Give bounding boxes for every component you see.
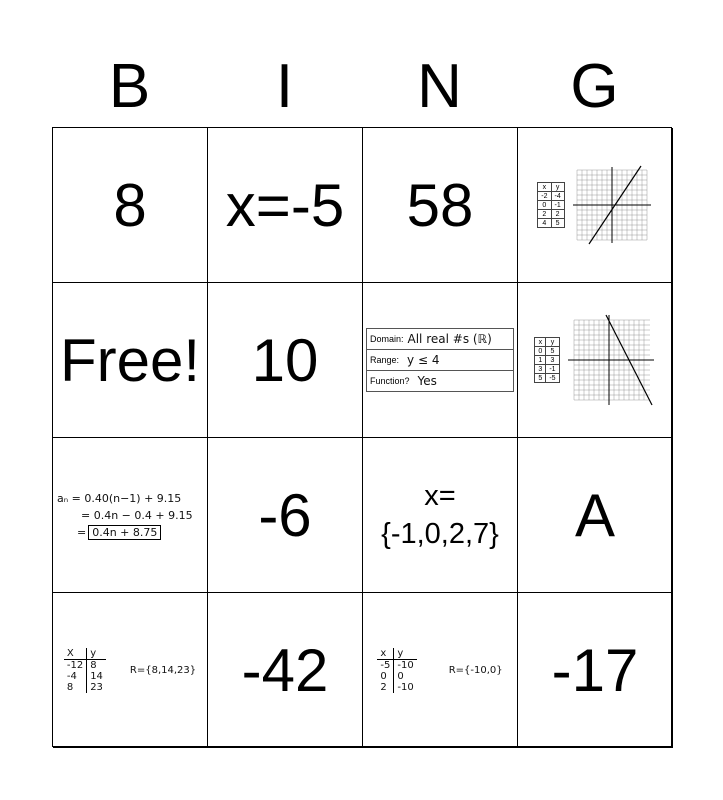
table-cell: 14 xyxy=(90,670,103,682)
header-letter-n: N xyxy=(417,52,462,121)
table-cell: 8 xyxy=(64,682,87,693)
table-cell: -4 xyxy=(64,671,87,682)
sequence-work: aₙ = 0.40(n−1) + 9.15 = 0.4n − 0.4 + 9.15 = 0.4n + 8.75 xyxy=(57,490,203,541)
cell-r0c1[interactable] xyxy=(208,128,363,283)
header-letter-g: G xyxy=(570,52,619,121)
table-cell: -4 xyxy=(551,192,564,201)
domain-value: All real #s (ℝ) xyxy=(407,332,492,346)
cell-r3c1[interactable] xyxy=(208,593,363,748)
bingo-header xyxy=(52,52,672,122)
xy-relation xyxy=(64,648,196,693)
cell-r1c3[interactable] xyxy=(518,283,673,438)
xy-tchart xyxy=(377,648,416,693)
domain-range-box xyxy=(366,328,514,392)
cell-r2c2[interactable] xyxy=(363,438,518,593)
cell-r1c2[interactable] xyxy=(363,283,518,438)
xy-relation xyxy=(377,648,502,693)
header-letter-i: I xyxy=(275,52,294,121)
sequence-line: = 0.4n − 0.4 + 9.15 xyxy=(81,508,193,522)
cell-text: -17 xyxy=(551,636,639,704)
range-value: y ≤ 4 xyxy=(407,353,440,367)
table-cell: 4 xyxy=(538,219,551,228)
table-cell: 0 xyxy=(535,347,546,356)
range-label: Range: xyxy=(370,355,400,365)
graph-panel xyxy=(537,164,652,246)
function-label: Function? xyxy=(370,376,410,386)
header-letter-b: B xyxy=(108,52,151,121)
cell-r3c2[interactable] xyxy=(363,593,518,748)
cell-text: 58 xyxy=(406,171,474,239)
cell-r1c1[interactable] xyxy=(208,283,363,438)
sequence-line: aₙ = 0.40(n−1) + 9.15 xyxy=(57,491,182,505)
table-cell: 0 xyxy=(377,671,393,682)
table-header: x xyxy=(538,183,551,192)
cell-r2c3[interactable] xyxy=(518,438,673,593)
cell-r3c0[interactable] xyxy=(53,593,208,748)
range-row xyxy=(367,350,513,371)
cell-text: x=-5 xyxy=(225,171,345,239)
table-cell: 2 xyxy=(538,210,551,219)
xy-tchart xyxy=(64,648,106,693)
table-cell: 5 xyxy=(546,347,559,356)
table-cell: -1 xyxy=(546,365,559,374)
table-cell: 0 xyxy=(538,201,551,210)
cell-text: Free! xyxy=(59,326,201,394)
cell-r2c0[interactable] xyxy=(53,438,208,593)
table-cell: -5 xyxy=(546,374,559,383)
cell-r0c3[interactable] xyxy=(518,128,673,283)
cell-r0c2[interactable] xyxy=(363,128,518,283)
table-header: y xyxy=(87,648,106,660)
domain-row xyxy=(367,329,513,350)
cell-r2c1[interactable] xyxy=(208,438,363,593)
function-row xyxy=(367,371,513,391)
sequence-answer-box: 0.4n + 8.75 xyxy=(88,525,161,540)
table-cell: 2 xyxy=(377,682,393,693)
cell-text: 10 xyxy=(251,326,319,394)
cell-text: {-1,0,2,7} xyxy=(381,518,499,550)
range-set: R={-10,0} xyxy=(448,664,503,676)
table-cell: 5 xyxy=(551,219,564,228)
xy-table xyxy=(537,182,564,228)
table-header: y xyxy=(551,183,564,192)
cell-text: -6 xyxy=(258,481,312,549)
cell-text: -42 xyxy=(241,636,329,704)
cell-text: A xyxy=(574,481,616,549)
bingo-board xyxy=(52,127,672,747)
table-cell: -10 xyxy=(397,659,414,671)
table-cell: 1 xyxy=(535,356,546,365)
range-set: R={8,14,23} xyxy=(129,664,197,676)
table-cell: -12 xyxy=(64,659,87,671)
function-value: Yes xyxy=(417,374,437,388)
table-cell: 8 xyxy=(90,659,97,671)
table-cell: 5 xyxy=(535,374,546,383)
table-cell: 2 xyxy=(551,210,564,219)
table-cell: 23 xyxy=(90,681,103,693)
table-cell: -1 xyxy=(551,201,564,210)
cell-r1c0-free[interactable] xyxy=(53,283,208,438)
table-cell: 0 xyxy=(397,670,404,682)
table-cell: -10 xyxy=(397,681,414,693)
cell-text: x= xyxy=(424,480,456,512)
xy-table xyxy=(534,337,559,383)
table-header: y xyxy=(546,338,559,347)
cell-r3c3[interactable] xyxy=(518,593,673,748)
cell-text: 8 xyxy=(113,171,147,239)
domain-label: Domain: xyxy=(370,334,404,344)
table-cell: 3 xyxy=(535,365,546,374)
coordinate-grid-graph xyxy=(571,164,653,246)
table-header: x xyxy=(377,648,393,660)
table-header: y xyxy=(394,648,417,660)
coordinate-grid-graph xyxy=(566,312,656,408)
table-cell: -2 xyxy=(538,192,551,201)
cell-r0c0[interactable] xyxy=(53,128,208,283)
table-header: X xyxy=(64,648,87,660)
graph-panel xyxy=(534,312,655,408)
table-cell: 3 xyxy=(546,356,559,365)
table-cell: -5 xyxy=(377,659,393,671)
table-header: x xyxy=(535,338,546,347)
